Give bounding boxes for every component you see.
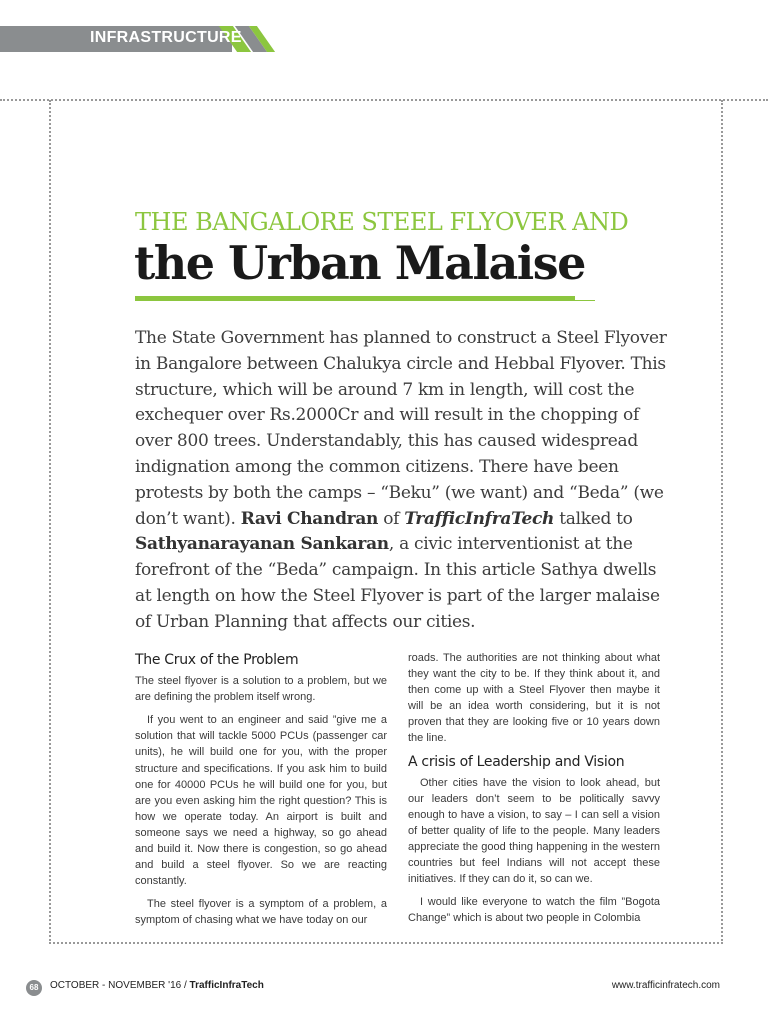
interviewee-name: Sathyanarayanan Sankaran (135, 534, 389, 555)
body-paragraph: roads. The authorities are not thinking about what they want the city to be. If they think about it, and then come up with a Steel Flyover then maybe it will be an idea worth considering, but it is not proven that they are looking five or 10 years down the line. (408, 652, 660, 745)
headline-rule (135, 296, 575, 301)
body-paragraph: I would like everyone to watch the film ”Bogota Change” which is about two people in Colombia (408, 896, 660, 925)
body-paragraph: The steel flyover is a symptom of a problem, a symptom of chasing what we have today on our (135, 898, 387, 927)
article-kicker: THE BANGALORE STEEL FLYOVER AND (135, 208, 629, 236)
footer-issue (50, 980, 264, 991)
body-paragraph: The steel flyover is a solution to a problem, but we are defining the problem itself wrong. (135, 675, 387, 704)
section-heading-crux: The Crux of the Problem (135, 652, 299, 668)
footer-issue-date: OCTOBER - NOVEMBER '16 / (50, 980, 187, 991)
standfirst-talked-to: talked to (559, 508, 633, 529)
body-paragraph: If you went to an engineer and said ”give me a solution that will tackle 5000 PCUs (passenger car units), he will build one for you, with the proper structure and specifications. If you ask him to build one for 40000 PCUs he will build one for you, but are you even asking him the right question? This is how we operate today. An airport is built and someone says we need a highway, so go ahead and build it. Now there is congestion, so go ahead and build a steel flyover. So we are reacting constantly. (135, 714, 387, 888)
body-column-right (408, 650, 660, 934)
publication-name: TrafficInfraTech (404, 508, 555, 529)
interviewer-name: Ravi Chandran (240, 508, 379, 529)
section-tag: INFRASTRUCTURE (90, 29, 242, 46)
section-heading-leadership: A crisis of Leadership and Vision (408, 753, 625, 770)
article-headline: the Urban Malaise (134, 236, 585, 290)
page-number-badge: 68 (26, 980, 42, 996)
footer-website-link[interactable]: www.trafficinfratech.com (611, 980, 720, 991)
standfirst-part1: The State Government has planned to construct a Steel Flyover in Bangalore between Chalukya circle and Hebbal Flyover. This structure, which will be around 7 km in length, will cost the exchequer over Rs.2000Cr and will result in the chopping of over 800 trees. Understandably, this has caused widespread indignation among the common citizens. There have been protests by both the camps – “Beku” (we want) and “Beda” (we don’t want). (135, 328, 667, 529)
footer-brand: TrafficInfraTech (189, 980, 264, 991)
standfirst-of: of (383, 508, 400, 529)
article-standfirst (135, 326, 675, 636)
body-column-left (135, 650, 387, 936)
body-paragraph: Other cities have the vision to look ahead, but our leaders don’t seem to be politically savvy enough to have a vision, to say – I can sell a vision of better quality of life to the people. Many leaders appreciate the good thing happening in the western countries but feel Indians will not accept these initiatives. If they can do it, so can we. (408, 776, 660, 886)
section-header-band (0, 26, 270, 52)
standfirst-part2: , a civic interventionist at the forefront of the “Beda” campaign. In this article Sathya dwells at length on how the Steel Flyover is part of the larger malaise of Urban Planning that affects our cities. (135, 534, 660, 632)
headline-rule-thin (575, 300, 595, 301)
